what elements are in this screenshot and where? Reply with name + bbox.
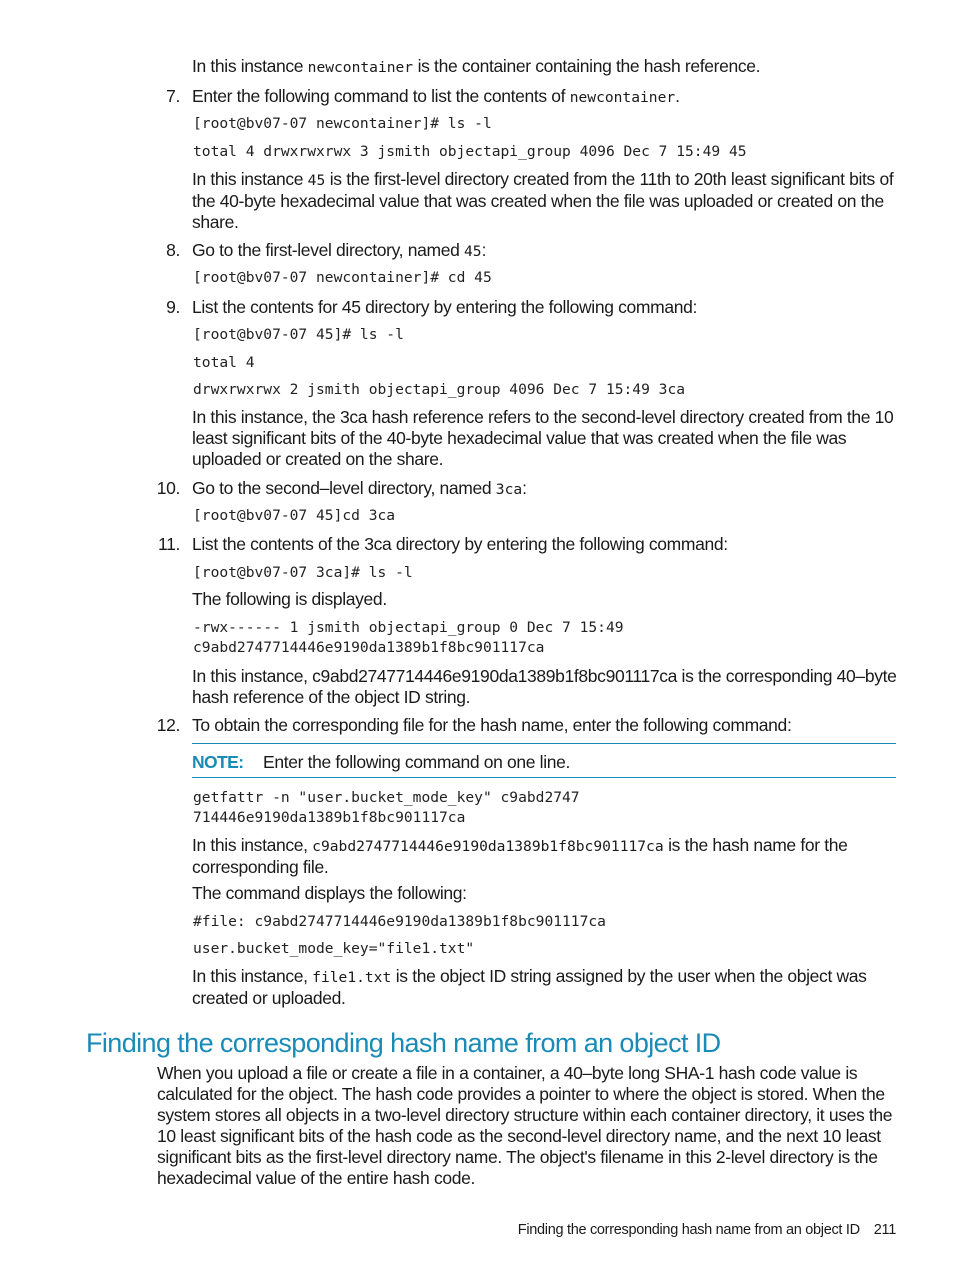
code-line: 714446e9190da1389b1f8bc901117ca xyxy=(193,809,466,826)
text: In this instance, xyxy=(192,966,313,986)
step11-instruction: List the contents of the 3ca directory by entering the following command: xyxy=(192,534,728,554)
step-number: 11. xyxy=(158,534,180,554)
inline-code: c9abd2747714446e9190da1389b1f8bc901117ca xyxy=(312,838,664,855)
note-text: Enter the following command on one line. xyxy=(263,752,571,772)
code-line: -rwx------ 1 jsmith objectapi_group 0 Dec 7 15:49 xyxy=(193,619,624,636)
code-line: user.bucket_mode_key="file1.txt" xyxy=(193,940,475,957)
code-line: [root@bv07-07 3ca]# ls -l xyxy=(193,564,413,581)
step7-instruction xyxy=(192,86,898,108)
step-number: 10. xyxy=(156,478,180,498)
step9-instruction: List the contents for 45 directory by entering the following command: xyxy=(192,297,698,317)
page-number: 211 xyxy=(873,1222,896,1238)
code-line: [root@bv07-07 newcontainer]# cd 45 xyxy=(193,269,492,286)
code-line: getfattr -n "user.bucket_mode_key" c9abd2747 xyxy=(193,789,580,806)
inline-code: file1.txt xyxy=(312,969,392,986)
page-footer xyxy=(518,1222,896,1238)
inline-code: newcontainer xyxy=(569,89,676,106)
text: is the object ID string assigned by the user when the object was created or uploaded. xyxy=(192,966,867,1008)
step10-instruction xyxy=(192,478,898,500)
text: : xyxy=(522,478,527,498)
step12-displays-label: The command displays the following: xyxy=(192,883,467,903)
step6-conclusion xyxy=(192,56,898,78)
note-top-rule xyxy=(192,743,896,744)
step11-displayed-label: The following is displayed. xyxy=(192,589,387,609)
text: . xyxy=(675,86,680,106)
code-line: drwxrwxrwx 2 jsmith objectapi_group 4096 Dec 7 15:49 3ca xyxy=(193,381,686,398)
code-line: total 4 xyxy=(193,354,255,371)
step12-instruction: To obtain the corresponding file for the hash name, enter the following command: xyxy=(192,715,792,735)
text: In this instance xyxy=(192,169,308,189)
code-line: [root@bv07-07 45]cd 3ca xyxy=(193,507,396,524)
code-line: [root@bv07-07 newcontainer]# ls -l xyxy=(193,115,492,132)
section-heading: Finding the corresponding hash name from an object ID xyxy=(86,1028,721,1058)
step8-instruction xyxy=(192,240,898,262)
step-number: 9. xyxy=(166,297,180,317)
step11-explanation: In this instance, c9abd2747714446e9190da1389b1f8bc901117ca is the corresponding 40–byte hash reference of the object ID string. xyxy=(192,666,897,707)
inline-code: newcontainer xyxy=(307,59,414,76)
section-body: When you upload a file or create a file in a container, a 40–byte long SHA-1 hash code value is calculated for the object. The hash code provides a pointer to where the object is stored. When the system stores all objects in a two-level directory structure within each container directory, it uses the 10 least significant bits of the hash code as the second-level directory name, and the next 10 least significant bits as the first-level directory name. The object's filename in this 2-level directory is the hexadecimal value of the entire hash code. xyxy=(157,1063,893,1188)
code-line: [root@bv07-07 45]# ls -l xyxy=(193,326,404,343)
code-line: total 4 drwxrwxrwx 3 jsmith objectapi_group 4096 Dec 7 15:49 45 xyxy=(193,143,747,160)
step12-explanation xyxy=(192,835,898,878)
text: is the hash name for the corresponding file. xyxy=(192,835,848,877)
text: Go to the second–level directory, named xyxy=(192,478,496,498)
step7-explanation xyxy=(192,169,898,233)
code-line: c9abd2747714446e9190da1389b1f8bc901117ca xyxy=(193,639,545,656)
text: Go to the first-level directory, named xyxy=(192,240,464,260)
text: In this instance, xyxy=(192,835,313,855)
text: In this instance xyxy=(192,56,308,76)
note-bottom-rule xyxy=(192,777,896,778)
text: : xyxy=(481,240,487,260)
inline-code: 45 xyxy=(307,172,326,189)
step-number: 12. xyxy=(156,715,180,735)
step12-final-explanation xyxy=(192,966,898,1009)
step-number: 7. xyxy=(166,86,180,106)
code-line: #file: c9abd2747714446e9190da1389b1f8bc901117ca xyxy=(193,913,606,930)
text: is the first-level directory created from the 11th to 20th least significant bits of the 40-byte hexadecimal value that was created when the file was uploaded or created on the share. xyxy=(192,169,894,232)
text: is the container containing the hash reference. xyxy=(413,56,761,76)
step-number: 8. xyxy=(166,240,180,260)
text: Enter the following command to list the contents of xyxy=(192,86,570,106)
inline-code: 3ca xyxy=(495,481,523,498)
note-label: NOTE: xyxy=(192,752,244,772)
inline-code: 45 xyxy=(463,243,482,260)
footer-title: Finding the corresponding hash name from an object ID xyxy=(517,1222,860,1238)
step9-explanation: In this instance, the 3ca hash reference refers to the second-level directory created from the 10 least significant bits of the 40-byte hexadecimal value that was created when the file was uploaded or created on the share. xyxy=(192,407,894,469)
